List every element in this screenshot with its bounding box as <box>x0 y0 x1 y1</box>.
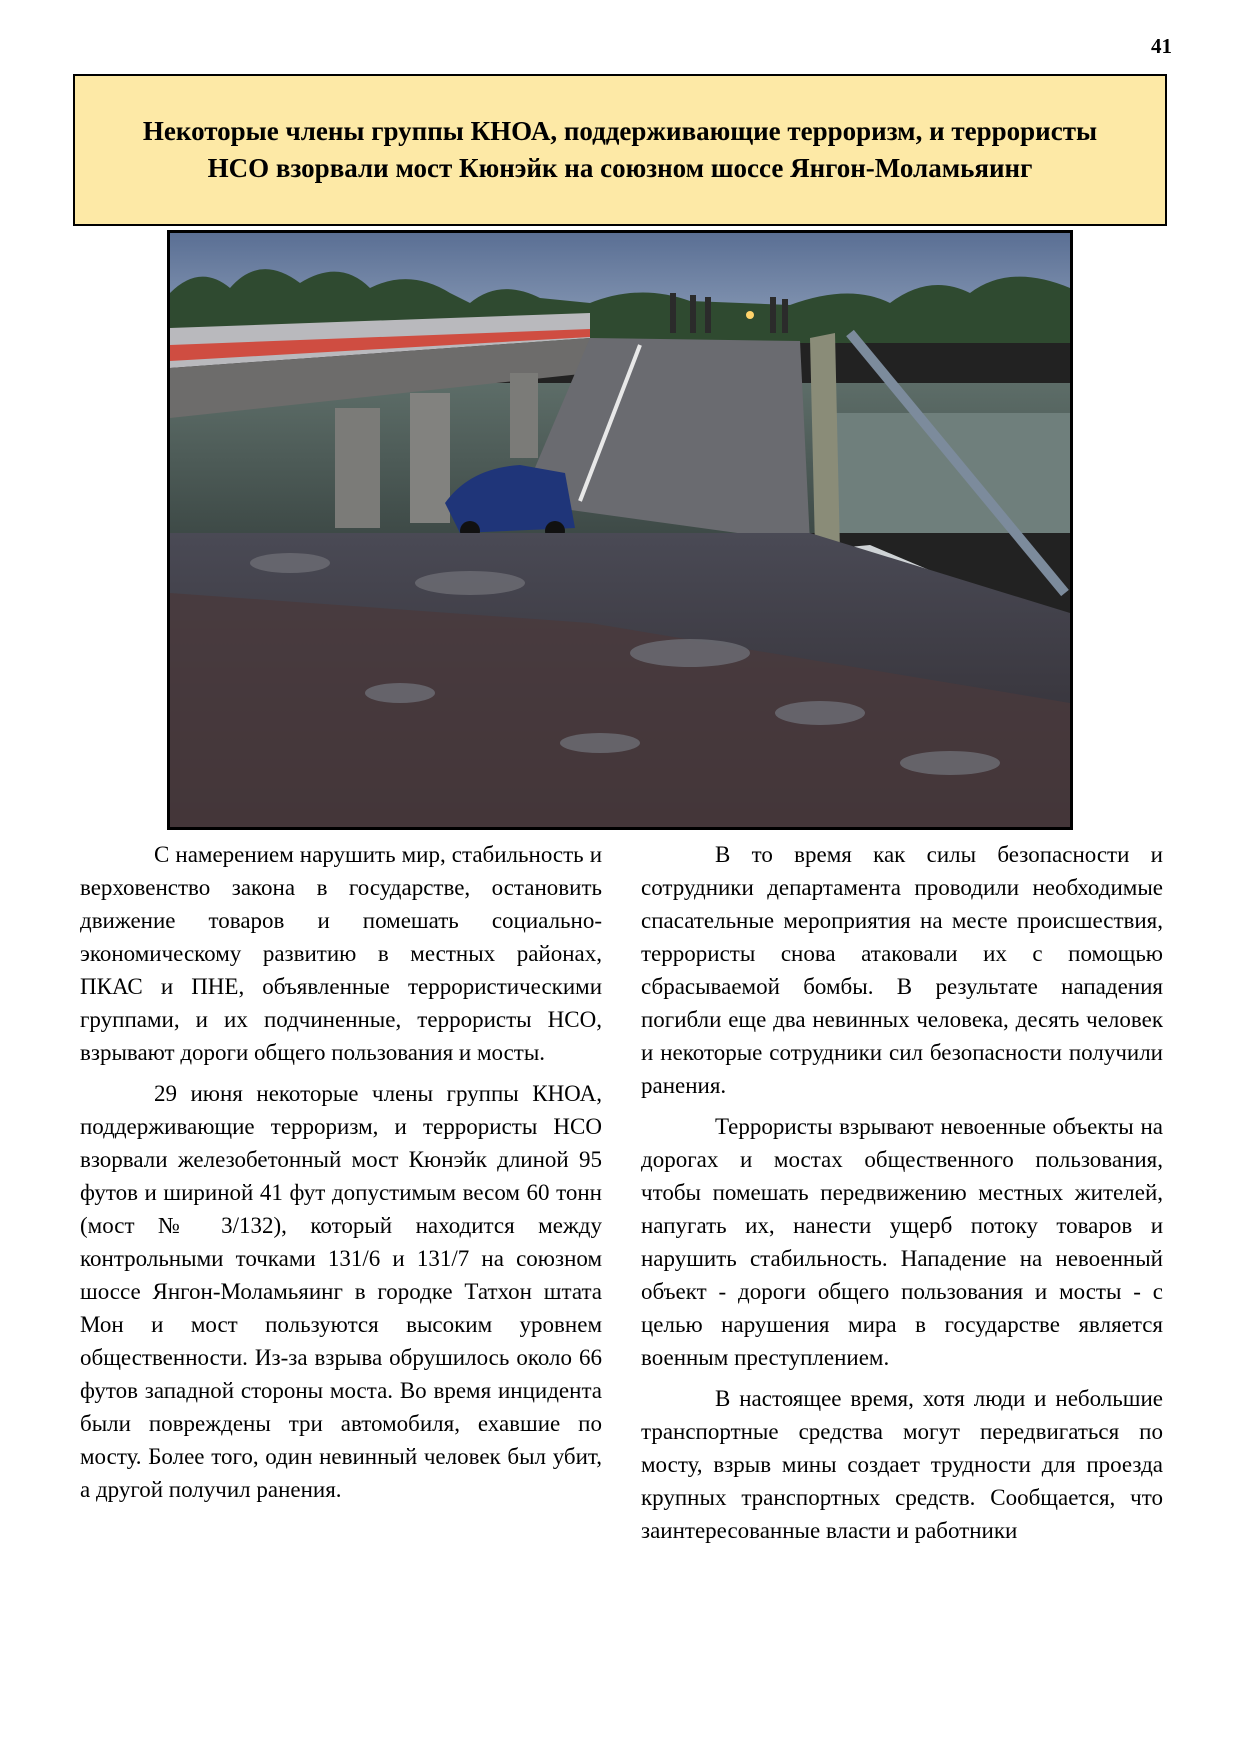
paragraph: Террористы взрывают невоенные объекты на дорогах и мостах общественного пользования, чтобы помешать передвижению местных жителей, напугать их, нанести ущерб потоку товаров и нарушить стабильность. Нападение на невоенный объект - дороги общего пользования и мосты - с целью нарушения мира в государстве является военным преступлением. <box>641 1114 1163 1370</box>
left-column <box>80 838 602 1514</box>
headline-box <box>73 74 1167 226</box>
page-number: 41 <box>1151 34 1172 58</box>
headline: Некоторые члены группы КНОА, поддерживающие терроризм, и террористы НСО взорвали мост Кюнэйк на союзном шоссе Янгон-Моламьяинг <box>142 116 1098 183</box>
paragraph: В то время как силы безопасности и сотрудники департамента проводили необходимые спасательные мероприятия на месте происшествия, террористы снова атаковали их с помощью сбрасываемой бомбы. В результате нападения погибли еще два невинных человека, десять человек и некоторые сотрудники сил безопасности получили ранения. <box>641 842 1163 1098</box>
right-column <box>641 838 1163 1555</box>
bridge-photo <box>167 230 1073 830</box>
photo-collapsed-bridge-icon <box>170 233 1070 827</box>
paragraph: В настоящее время, хотя люди и небольшие транспортные средства могут передвигаться по мосту, взрыв мины создает трудности для проезда крупных транспортных средств. Сообщается, что заинтересованные власти и работники <box>641 1386 1163 1543</box>
paragraph: 29 июня некоторые члены группы КНОА, поддерживающие терроризм, и террористы НСО взорвали железобетонный мост Кюнэйк длиной 95 футов и шириной 41 фут допустимым весом 60 тонн (мост № 3/132), который находится между контрольными точками 131/6 и 131/7 на союзном шоссе Янгон-Моламьяинг в городке Татхон штата Мон и мост пользуются высоким уровнем общественности. Из-за взрыва обрушилось около 66 футов западной стороны моста. Во время инцидента были повреждены три автомобиля, ехавшие по мосту. Более того, один невинный человек был убит, а другой получил ранения. <box>80 1081 602 1502</box>
paragraph: С намерением нарушить мир, стабильность и верховенство закона в государстве, остановить движение товаров и помешать социально-экономическому развитию в местных районах, ПКАС и ПНЕ, объявленные террористическими группами, и их подчиненные, террористы НСО, взрывают дороги общего пользования и мосты. <box>80 842 602 1065</box>
